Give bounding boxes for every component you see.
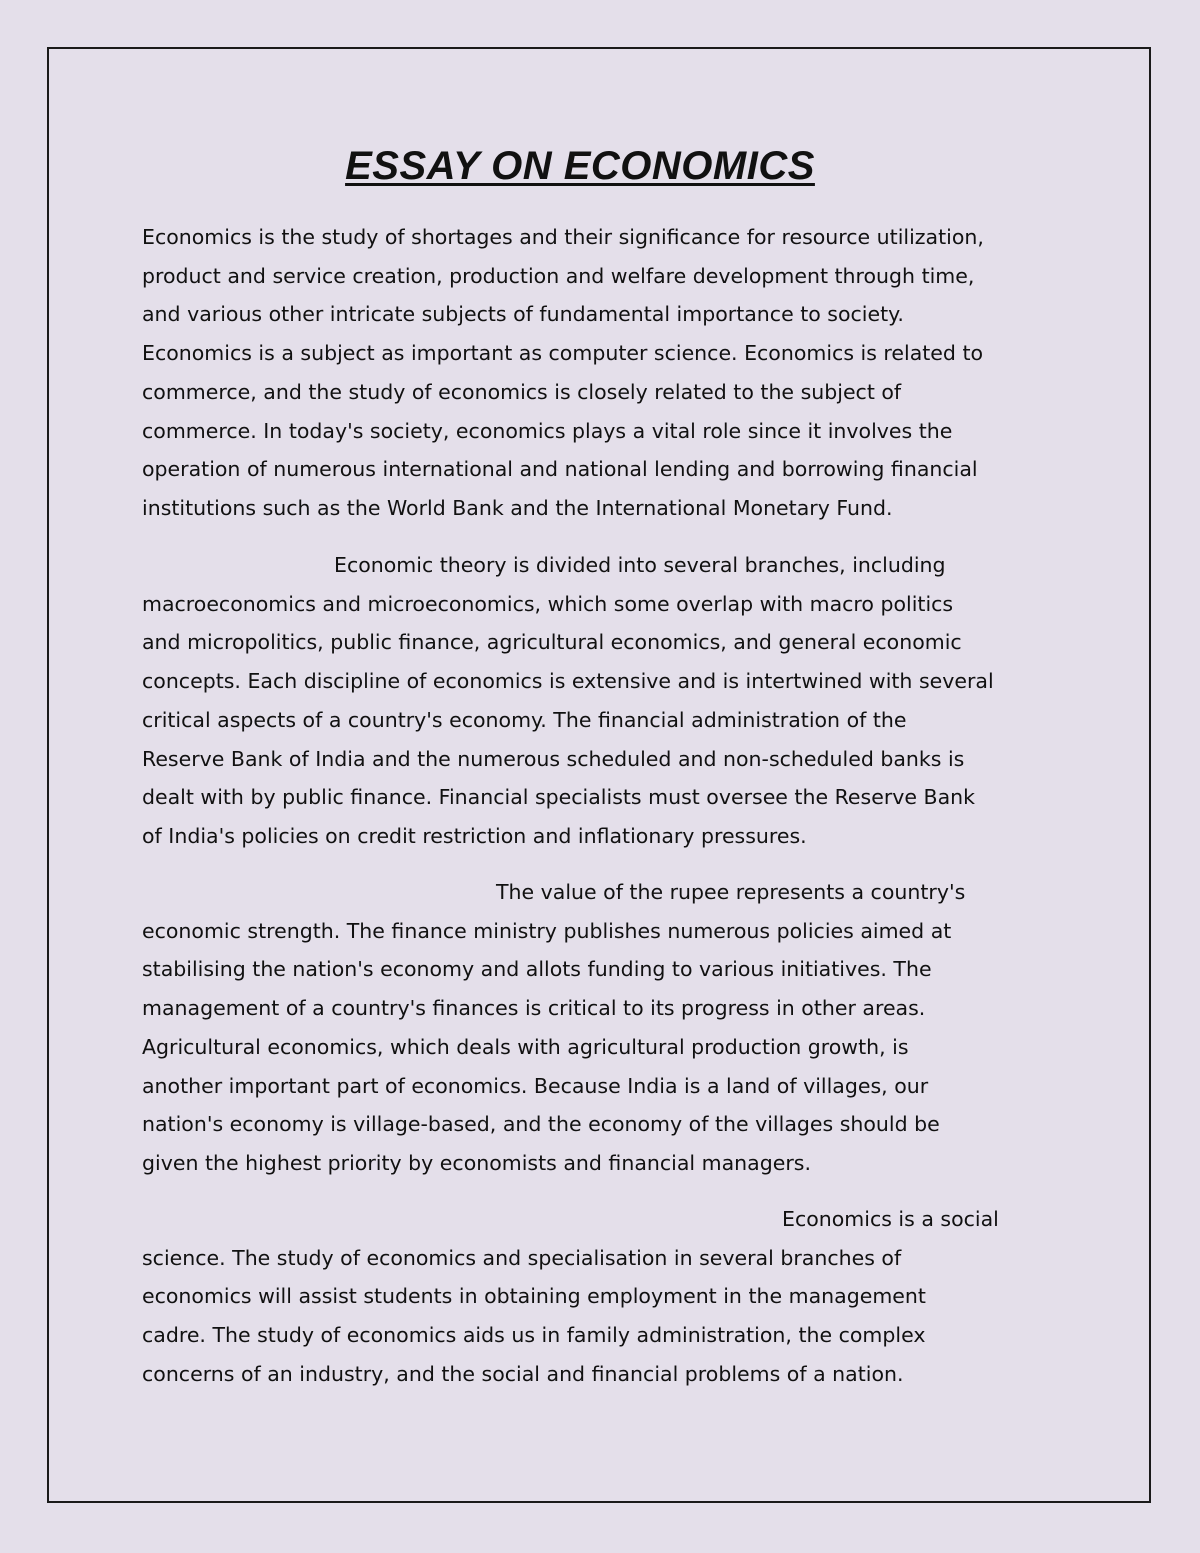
paragraph-line: and micropolitics, public finance, agricultural economics, and general economic — [142, 630, 962, 655]
paragraph-line: nation's economy is village-based, and the economy of the villages should be — [142, 1112, 940, 1137]
essay-title: ESSAY ON ECONOMICS — [345, 144, 815, 188]
paragraph-line: science. The study of economics and specialisation in several branches of — [142, 1245, 902, 1270]
paragraph-line: Economic theory is divided into several branches, including — [334, 553, 946, 577]
paragraph-line: Agricultural economics, which deals with agricultural production growth, is — [142, 1034, 909, 1059]
paragraph-line: economic strength. The finance ministry publishes numerous policies aimed at — [142, 918, 952, 943]
paragraph-line: cadre. The study of economics aids us in family administration, the complex — [142, 1323, 926, 1348]
paragraph-line: Economics is the study of shortages and their significance for resource utilization, — [142, 225, 984, 249]
paragraph-line: concepts. Each discipline of economics is extensive and is intertwined with several — [142, 669, 994, 694]
paragraph-line: economics will assist students in obtaining employment in the management — [142, 1284, 926, 1309]
paragraph-1 — [142, 218, 984, 528]
paragraph-line: and various other intricate subjects of fundamental importance to society. — [142, 302, 904, 327]
paragraph-line: critical aspects of a country's economy. The financial administration of the — [142, 707, 907, 732]
paragraph-line: management of a country's finances is critical to its progress in other areas. — [142, 996, 926, 1021]
paragraph-line: Reserve Bank of India and the numerous scheduled and non-scheduled banks is — [142, 746, 965, 771]
paragraph-line: The value of the rupee represents a country's — [496, 880, 966, 904]
paragraph-line: macroeconomics and microeconomics, which some overlap with macro politics — [142, 591, 954, 616]
paragraph-line: commerce, and the study of economics is closely related to the subject of — [142, 379, 902, 404]
paragraph-line: another important part of economics. Because India is a land of villages, our — [142, 1073, 929, 1098]
paragraph-line: concerns of an industry, and the social and financial problems of a nation. — [142, 1361, 904, 1386]
paragraph-line: commerce. In today's society, economics plays a vital role since it involves the — [142, 418, 953, 443]
paragraph-line: Economics is a subject as important as computer science. Economics is related to — [142, 341, 984, 366]
paragraph-line: stabilising the nation's economy and allots funding to various initiatives. The — [142, 957, 932, 982]
paragraph-4 — [142, 1200, 999, 1394]
paragraph-line: dealt with by public finance. Financial specialists must oversee the Reserve Bank — [142, 785, 976, 810]
paragraph-line: operation of numerous international and national lending and borrowing financial — [142, 457, 978, 482]
paragraph-line: institutions such as the World Bank and the International Monetary Fund. — [142, 495, 893, 520]
paragraph-2 — [142, 546, 994, 856]
paragraph-line: of India's policies on credit restriction and inflationary pressures. — [142, 823, 807, 848]
paragraph-line: given the highest priority by economists and financial managers. — [142, 1150, 811, 1175]
paragraph-line: product and service creation, production and welfare development through time, — [142, 263, 975, 288]
paragraph-line: Economics is a social — [782, 1207, 999, 1231]
paragraph-3 — [142, 873, 965, 1183]
